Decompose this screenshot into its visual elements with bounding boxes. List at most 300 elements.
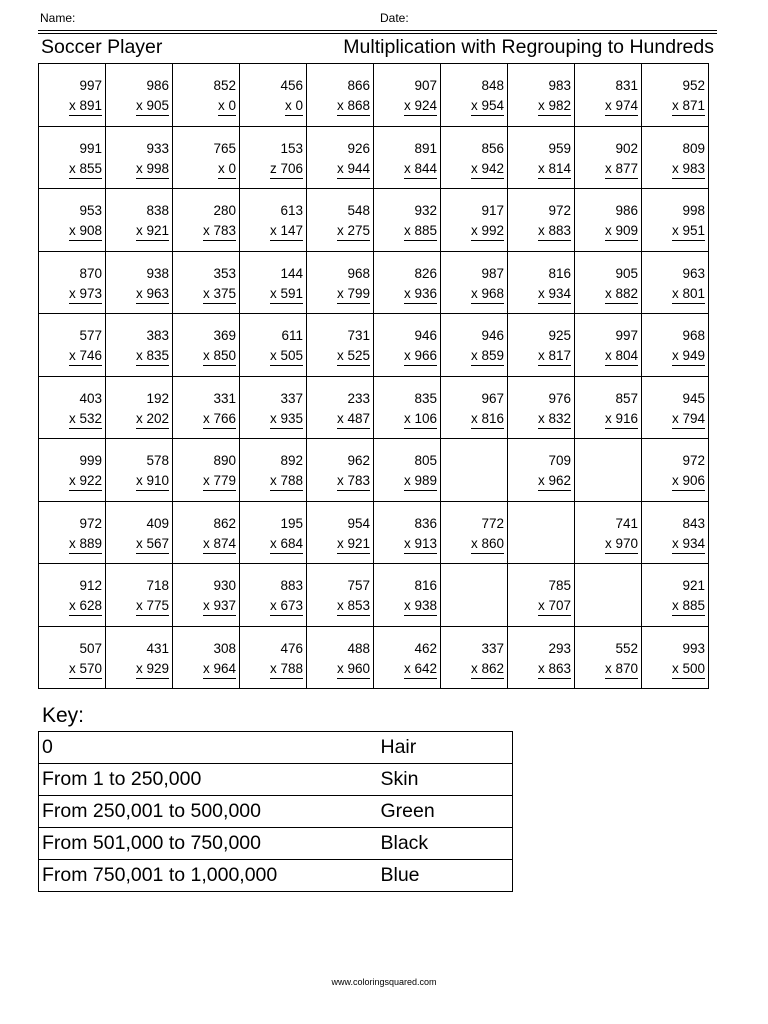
- problem-cell: [173, 64, 240, 127]
- problem-cell: [575, 126, 642, 189]
- problem-cell: [642, 126, 709, 189]
- multiplicand: 959: [548, 140, 571, 156]
- multiplicand: 890: [213, 453, 236, 468]
- multiplicand: 856: [481, 140, 504, 156]
- multiplicand: 932: [414, 203, 437, 218]
- problem-cell: [508, 189, 575, 252]
- multiplier: x 935: [270, 410, 303, 429]
- problem-cell: [441, 314, 508, 377]
- problem-cell: [441, 501, 508, 564]
- multiplier: x 868: [337, 97, 370, 116]
- multiplier: x 567: [136, 535, 169, 554]
- problem-cell: [240, 564, 307, 627]
- multiplicand: 785: [548, 578, 571, 593]
- problem-cell: [374, 126, 441, 189]
- multiplicand: 986: [146, 78, 169, 93]
- multiplicand: 848: [481, 78, 504, 93]
- key-range: From 1 to 250,000: [39, 764, 378, 796]
- multiplier: x 500: [672, 660, 705, 679]
- problem-cell: [106, 376, 173, 439]
- key-row: [39, 796, 513, 828]
- multiplier: x 871: [672, 97, 705, 116]
- multiplicand: 476: [280, 640, 303, 656]
- problem-cell: [173, 501, 240, 564]
- problem-cell: [508, 376, 575, 439]
- multiplicand: 963: [682, 265, 705, 281]
- multiplier: x 684: [270, 535, 303, 554]
- problem-cell: [441, 564, 508, 627]
- multiplicand: 331: [213, 390, 236, 406]
- problem-cell: [374, 189, 441, 252]
- multiplicand: 905: [615, 265, 638, 281]
- grid-row: [39, 439, 709, 502]
- multiplicand: 857: [615, 390, 638, 406]
- problem-cell: [240, 189, 307, 252]
- grid-row: [39, 314, 709, 377]
- multiplier: x 275: [337, 222, 370, 241]
- multiplier: x 910: [136, 472, 169, 491]
- multiplier: x 375: [203, 285, 236, 304]
- multiplier: x 929: [136, 660, 169, 679]
- problem-cell: [374, 376, 441, 439]
- multiplier: x 642: [404, 660, 437, 679]
- problem-cell: [173, 314, 240, 377]
- multiplicand: 192: [146, 390, 169, 406]
- multiplier: x 855: [69, 160, 102, 179]
- multiplicand: 548: [347, 203, 370, 218]
- multiplier: x 921: [136, 222, 169, 241]
- multiplier: x 0: [218, 160, 236, 179]
- key-range: From 501,000 to 750,000: [39, 828, 378, 860]
- multiplier: x 106: [404, 410, 437, 429]
- multiplicand: 195: [280, 515, 303, 531]
- problem-cell: [508, 64, 575, 127]
- problem-cell: [642, 376, 709, 439]
- multiplier: x 913: [404, 535, 437, 554]
- multiplier: x 983: [672, 160, 705, 179]
- problem-cell: [374, 439, 441, 502]
- key-color: Green: [378, 796, 513, 828]
- problem-cell: [374, 314, 441, 377]
- multiplicand: 611: [281, 328, 303, 343]
- problem-cell: [173, 251, 240, 314]
- problem-cell: [508, 126, 575, 189]
- multiplier: x 844: [404, 160, 437, 179]
- multiplier: x 817: [538, 347, 571, 366]
- problem-cell: [240, 626, 307, 689]
- multiplier: z 706: [270, 160, 303, 179]
- key-range: From 750,001 to 1,000,000: [39, 860, 378, 892]
- multiplier: x 801: [672, 285, 705, 304]
- problem-cell: [441, 64, 508, 127]
- multiplier: x 974: [605, 97, 638, 116]
- multiplier: x 202: [136, 410, 169, 429]
- multiplicand: 925: [548, 328, 571, 343]
- multiplicand: 902: [615, 140, 638, 156]
- multiplier: x 525: [337, 347, 370, 366]
- problem-cell: [642, 251, 709, 314]
- date-label: Date:: [380, 11, 409, 25]
- multiplier: x 487: [337, 410, 370, 429]
- problem-cell: [39, 64, 106, 127]
- multiplier: x 591: [270, 285, 303, 304]
- problem-cell: [575, 376, 642, 439]
- problem-cell: [575, 501, 642, 564]
- problem-cell: [307, 564, 374, 627]
- multiplier: x 936: [404, 285, 437, 304]
- multiplicand: 870: [79, 265, 102, 281]
- multiplier: x 970: [605, 535, 638, 554]
- multiplier: x 962: [538, 472, 571, 491]
- multiplier: x 673: [270, 597, 303, 616]
- multiplicand: 999: [79, 453, 102, 468]
- multiplicand: 952: [682, 78, 705, 93]
- problem-cell: [575, 189, 642, 252]
- multiplier: x 775: [136, 597, 169, 616]
- multiplicand: 456: [280, 78, 303, 93]
- multiplicand: 731: [347, 328, 370, 343]
- multiplicand: 293: [548, 640, 571, 656]
- problem-cell: [173, 376, 240, 439]
- problem-cell: [575, 626, 642, 689]
- problem-cell: [508, 501, 575, 564]
- problem-cell: [441, 626, 508, 689]
- multiplicand: 954: [347, 515, 370, 531]
- problem-cell: [240, 314, 307, 377]
- multiplicand: 383: [146, 328, 169, 343]
- multiplier: x 998: [136, 160, 169, 179]
- multiplicand: 972: [79, 515, 102, 531]
- problem-cell: [642, 189, 709, 252]
- multiplicand: 993: [682, 640, 705, 656]
- multiplicand: 976: [548, 390, 571, 406]
- problem-cell: [307, 439, 374, 502]
- multiplicand: 930: [213, 578, 236, 593]
- key-color: Blue: [378, 860, 513, 892]
- problem-cell: [508, 564, 575, 627]
- multiplier: x 885: [404, 222, 437, 241]
- multiplicand: 835: [414, 390, 437, 406]
- key-color: Skin: [378, 764, 513, 796]
- multiplier: x 570: [69, 660, 102, 679]
- problem-cell: [307, 314, 374, 377]
- multiplier: x 905: [136, 97, 169, 116]
- problem-cell: [173, 189, 240, 252]
- problem-cell: [374, 626, 441, 689]
- multiplicand: 337: [481, 640, 504, 656]
- multiplicand: 986: [615, 203, 638, 218]
- problem-cell: [106, 189, 173, 252]
- problem-cell: [575, 564, 642, 627]
- problem-cell: [39, 501, 106, 564]
- multiplicand: 862: [213, 515, 236, 531]
- multiplier: x 954: [471, 97, 504, 116]
- multiplicand: 836: [414, 515, 437, 531]
- problem-cell: [307, 189, 374, 252]
- multiplier: x 885: [672, 597, 705, 616]
- problem-cell: [374, 251, 441, 314]
- multiplicand: 369: [213, 328, 236, 343]
- multiplier: x 922: [69, 472, 102, 491]
- multiplicand: 826: [414, 265, 437, 281]
- multiplicand: 921: [682, 578, 705, 593]
- multiplier: x 794: [672, 410, 705, 429]
- problem-cell: [240, 64, 307, 127]
- grid-row: [39, 126, 709, 189]
- multiplicand: 933: [146, 140, 169, 156]
- multiplier: x 816: [471, 410, 504, 429]
- multiplier: x 532: [69, 410, 102, 429]
- problem-cell: [441, 189, 508, 252]
- multiplicand: 507: [79, 640, 102, 656]
- problem-cell: [575, 251, 642, 314]
- multiplicand: 280: [213, 203, 236, 218]
- problem-cell: [307, 626, 374, 689]
- problem-cell: [575, 314, 642, 377]
- multiplicand: 997: [615, 328, 638, 343]
- multiplicand: 718: [146, 578, 169, 593]
- multiplier: x 938: [404, 597, 437, 616]
- multiplicand: 967: [481, 390, 504, 406]
- problem-cell: [374, 501, 441, 564]
- problem-cell: [508, 314, 575, 377]
- multiplicand: 987: [481, 265, 504, 281]
- multiplicand: 866: [347, 78, 370, 93]
- problem-cell: [39, 189, 106, 252]
- multiplier: x 860: [471, 535, 504, 554]
- problem-cell: [642, 64, 709, 127]
- header-rule-bottom: [38, 33, 717, 34]
- problem-cell: [106, 251, 173, 314]
- problem-cell: [374, 64, 441, 127]
- multiplier: x 989: [404, 472, 437, 491]
- multiplier: x 814: [538, 160, 571, 179]
- multiplicand: 144: [280, 265, 303, 281]
- problem-grid: [38, 63, 709, 689]
- multiplicand: 462: [414, 640, 437, 656]
- multiplicand: 946: [481, 328, 504, 343]
- problem-cell: [508, 251, 575, 314]
- worksheet-title: Soccer Player: [41, 36, 163, 58]
- multiplicand: 741: [615, 515, 638, 531]
- key-row: [39, 732, 513, 764]
- multiplicand: 962: [347, 453, 370, 468]
- multiplicand: 953: [79, 203, 102, 218]
- problem-cell: [39, 376, 106, 439]
- multiplier: x 882: [605, 285, 638, 304]
- multiplier: x 147: [270, 222, 303, 241]
- problem-cell: [575, 64, 642, 127]
- multiplier: x 505: [270, 347, 303, 366]
- color-key-table: [38, 731, 513, 892]
- multiplier: x 964: [203, 660, 236, 679]
- multiplicand: 946: [414, 328, 437, 343]
- problem-cell: [106, 126, 173, 189]
- problem-cell: [106, 439, 173, 502]
- problem-cell: [642, 439, 709, 502]
- problem-cell: [173, 126, 240, 189]
- problem-cell: [39, 126, 106, 189]
- multiplicand: 838: [146, 203, 169, 218]
- multiplier: x 0: [285, 97, 303, 116]
- multiplier: x 707: [538, 597, 571, 616]
- multiplier: x 788: [270, 472, 303, 491]
- multiplier: x 779: [203, 472, 236, 491]
- multiplier: x 850: [203, 347, 236, 366]
- problem-cell: [307, 251, 374, 314]
- multiplier: x 916: [605, 410, 638, 429]
- multiplier: x 982: [538, 97, 571, 116]
- multiplicand: 991: [79, 140, 102, 156]
- grid-row: [39, 564, 709, 627]
- problem-cell: [374, 564, 441, 627]
- problem-cell: [240, 251, 307, 314]
- problem-cell: [240, 501, 307, 564]
- multiplicand: 488: [347, 640, 370, 656]
- multiplier: x 877: [605, 160, 638, 179]
- problem-cell: [642, 564, 709, 627]
- multiplicand: 552: [615, 640, 638, 656]
- multiplier: x 908: [69, 222, 102, 241]
- multiplier: x 968: [471, 285, 504, 304]
- multiplicand: 907: [414, 78, 437, 93]
- footer-url: www.coloringsquared.com: [331, 977, 437, 987]
- key-title: Key:: [42, 704, 85, 727]
- problem-cell: [240, 439, 307, 502]
- multiplicand: 805: [414, 453, 437, 468]
- multiplicand: 938: [146, 265, 169, 281]
- name-label: Name:: [40, 11, 76, 25]
- problem-cell: [173, 626, 240, 689]
- multiplier: x 783: [203, 222, 236, 241]
- problem-cell: [508, 439, 575, 502]
- problem-cell: [39, 314, 106, 377]
- multiplier: x 924: [404, 97, 437, 116]
- multiplicand: 816: [414, 578, 437, 593]
- problem-cell: [39, 626, 106, 689]
- problem-cell: [642, 626, 709, 689]
- problem-cell: [441, 126, 508, 189]
- multiplicand: 972: [548, 203, 571, 218]
- multiplicand: 972: [682, 453, 705, 468]
- key-row: [39, 860, 513, 892]
- key-range: From 250,001 to 500,000: [39, 796, 378, 828]
- multiplicand: 233: [347, 390, 370, 406]
- problem-cell: [173, 564, 240, 627]
- multiplier: x 992: [471, 222, 504, 241]
- problem-cell: [240, 376, 307, 439]
- multiplier: x 804: [605, 347, 638, 366]
- multiplier: x 966: [404, 347, 437, 366]
- problem-cell: [307, 501, 374, 564]
- problem-cell: [39, 564, 106, 627]
- problem-cell: [106, 64, 173, 127]
- multiplier: x 942: [471, 160, 504, 179]
- multiplier: x 951: [672, 222, 705, 241]
- multiplicand: 613: [280, 203, 303, 218]
- multiplicand: 968: [682, 328, 705, 343]
- key-color: Hair: [378, 732, 513, 764]
- multiplier: x 909: [605, 222, 638, 241]
- multiplier: x 906: [672, 472, 705, 491]
- problem-cell: [106, 626, 173, 689]
- multiplier: x 832: [538, 410, 571, 429]
- key-row: [39, 828, 513, 860]
- multiplier: x 853: [337, 597, 370, 616]
- multiplier: x 0: [218, 97, 236, 116]
- key-range: 0: [39, 732, 378, 764]
- multiplicand: 578: [146, 453, 169, 468]
- problem-cell: [240, 126, 307, 189]
- multiplicand: 772: [481, 515, 504, 531]
- problem-cell: [441, 376, 508, 439]
- header-rule-top: [38, 30, 717, 31]
- multiplicand: 883: [280, 578, 303, 593]
- multiplicand: 431: [146, 640, 169, 656]
- multiplicand: 153: [280, 140, 303, 156]
- multiplier: x 746: [69, 347, 102, 366]
- multiplier: x 859: [471, 347, 504, 366]
- multiplier: x 766: [203, 410, 236, 429]
- grid-row: [39, 501, 709, 564]
- header-fields: [40, 11, 409, 25]
- multiplicand: 403: [79, 390, 102, 406]
- multiplier: x 870: [605, 660, 638, 679]
- multiplier: x 835: [136, 347, 169, 366]
- key-color: Black: [378, 828, 513, 860]
- problem-cell: [441, 251, 508, 314]
- multiplicand: 709: [548, 453, 571, 468]
- problem-cell: [508, 626, 575, 689]
- multiplicand: 809: [682, 140, 705, 156]
- key-row: [39, 764, 513, 796]
- multiplier: x 862: [471, 660, 504, 679]
- multiplicand: 577: [79, 328, 102, 343]
- multiplicand: 816: [548, 265, 571, 281]
- multiplier: x 944: [337, 160, 370, 179]
- multiplier: x 934: [672, 535, 705, 554]
- problem-cell: [39, 251, 106, 314]
- problem-cell: [575, 439, 642, 502]
- multiplier: x 783: [337, 472, 370, 491]
- multiplicand: 852: [213, 78, 236, 93]
- multiplicand: 409: [146, 515, 169, 531]
- multiplicand: 308: [213, 640, 236, 656]
- multiplier: x 788: [270, 660, 303, 679]
- multiplier: x 963: [136, 285, 169, 304]
- multiplier: x 891: [69, 97, 102, 116]
- grid-row: [39, 626, 709, 689]
- multiplier: x 863: [538, 660, 571, 679]
- multiplicand: 997: [79, 78, 102, 93]
- problem-cell: [307, 64, 374, 127]
- multiplicand: 765: [213, 140, 236, 156]
- multiplier: x 921: [337, 535, 370, 554]
- multiplier: x 949: [672, 347, 705, 366]
- problem-cell: [173, 439, 240, 502]
- multiplicand: 353: [213, 265, 236, 281]
- problem-cell: [441, 439, 508, 502]
- problem-cell: [307, 376, 374, 439]
- multiplier: x 874: [203, 535, 236, 554]
- problem-cell: [106, 314, 173, 377]
- multiplier: x 937: [203, 597, 236, 616]
- multiplicand: 926: [347, 140, 370, 156]
- multiplicand: 968: [347, 265, 370, 281]
- multiplier: x 799: [337, 285, 370, 304]
- multiplier: x 889: [69, 535, 102, 554]
- problem-cell: [106, 501, 173, 564]
